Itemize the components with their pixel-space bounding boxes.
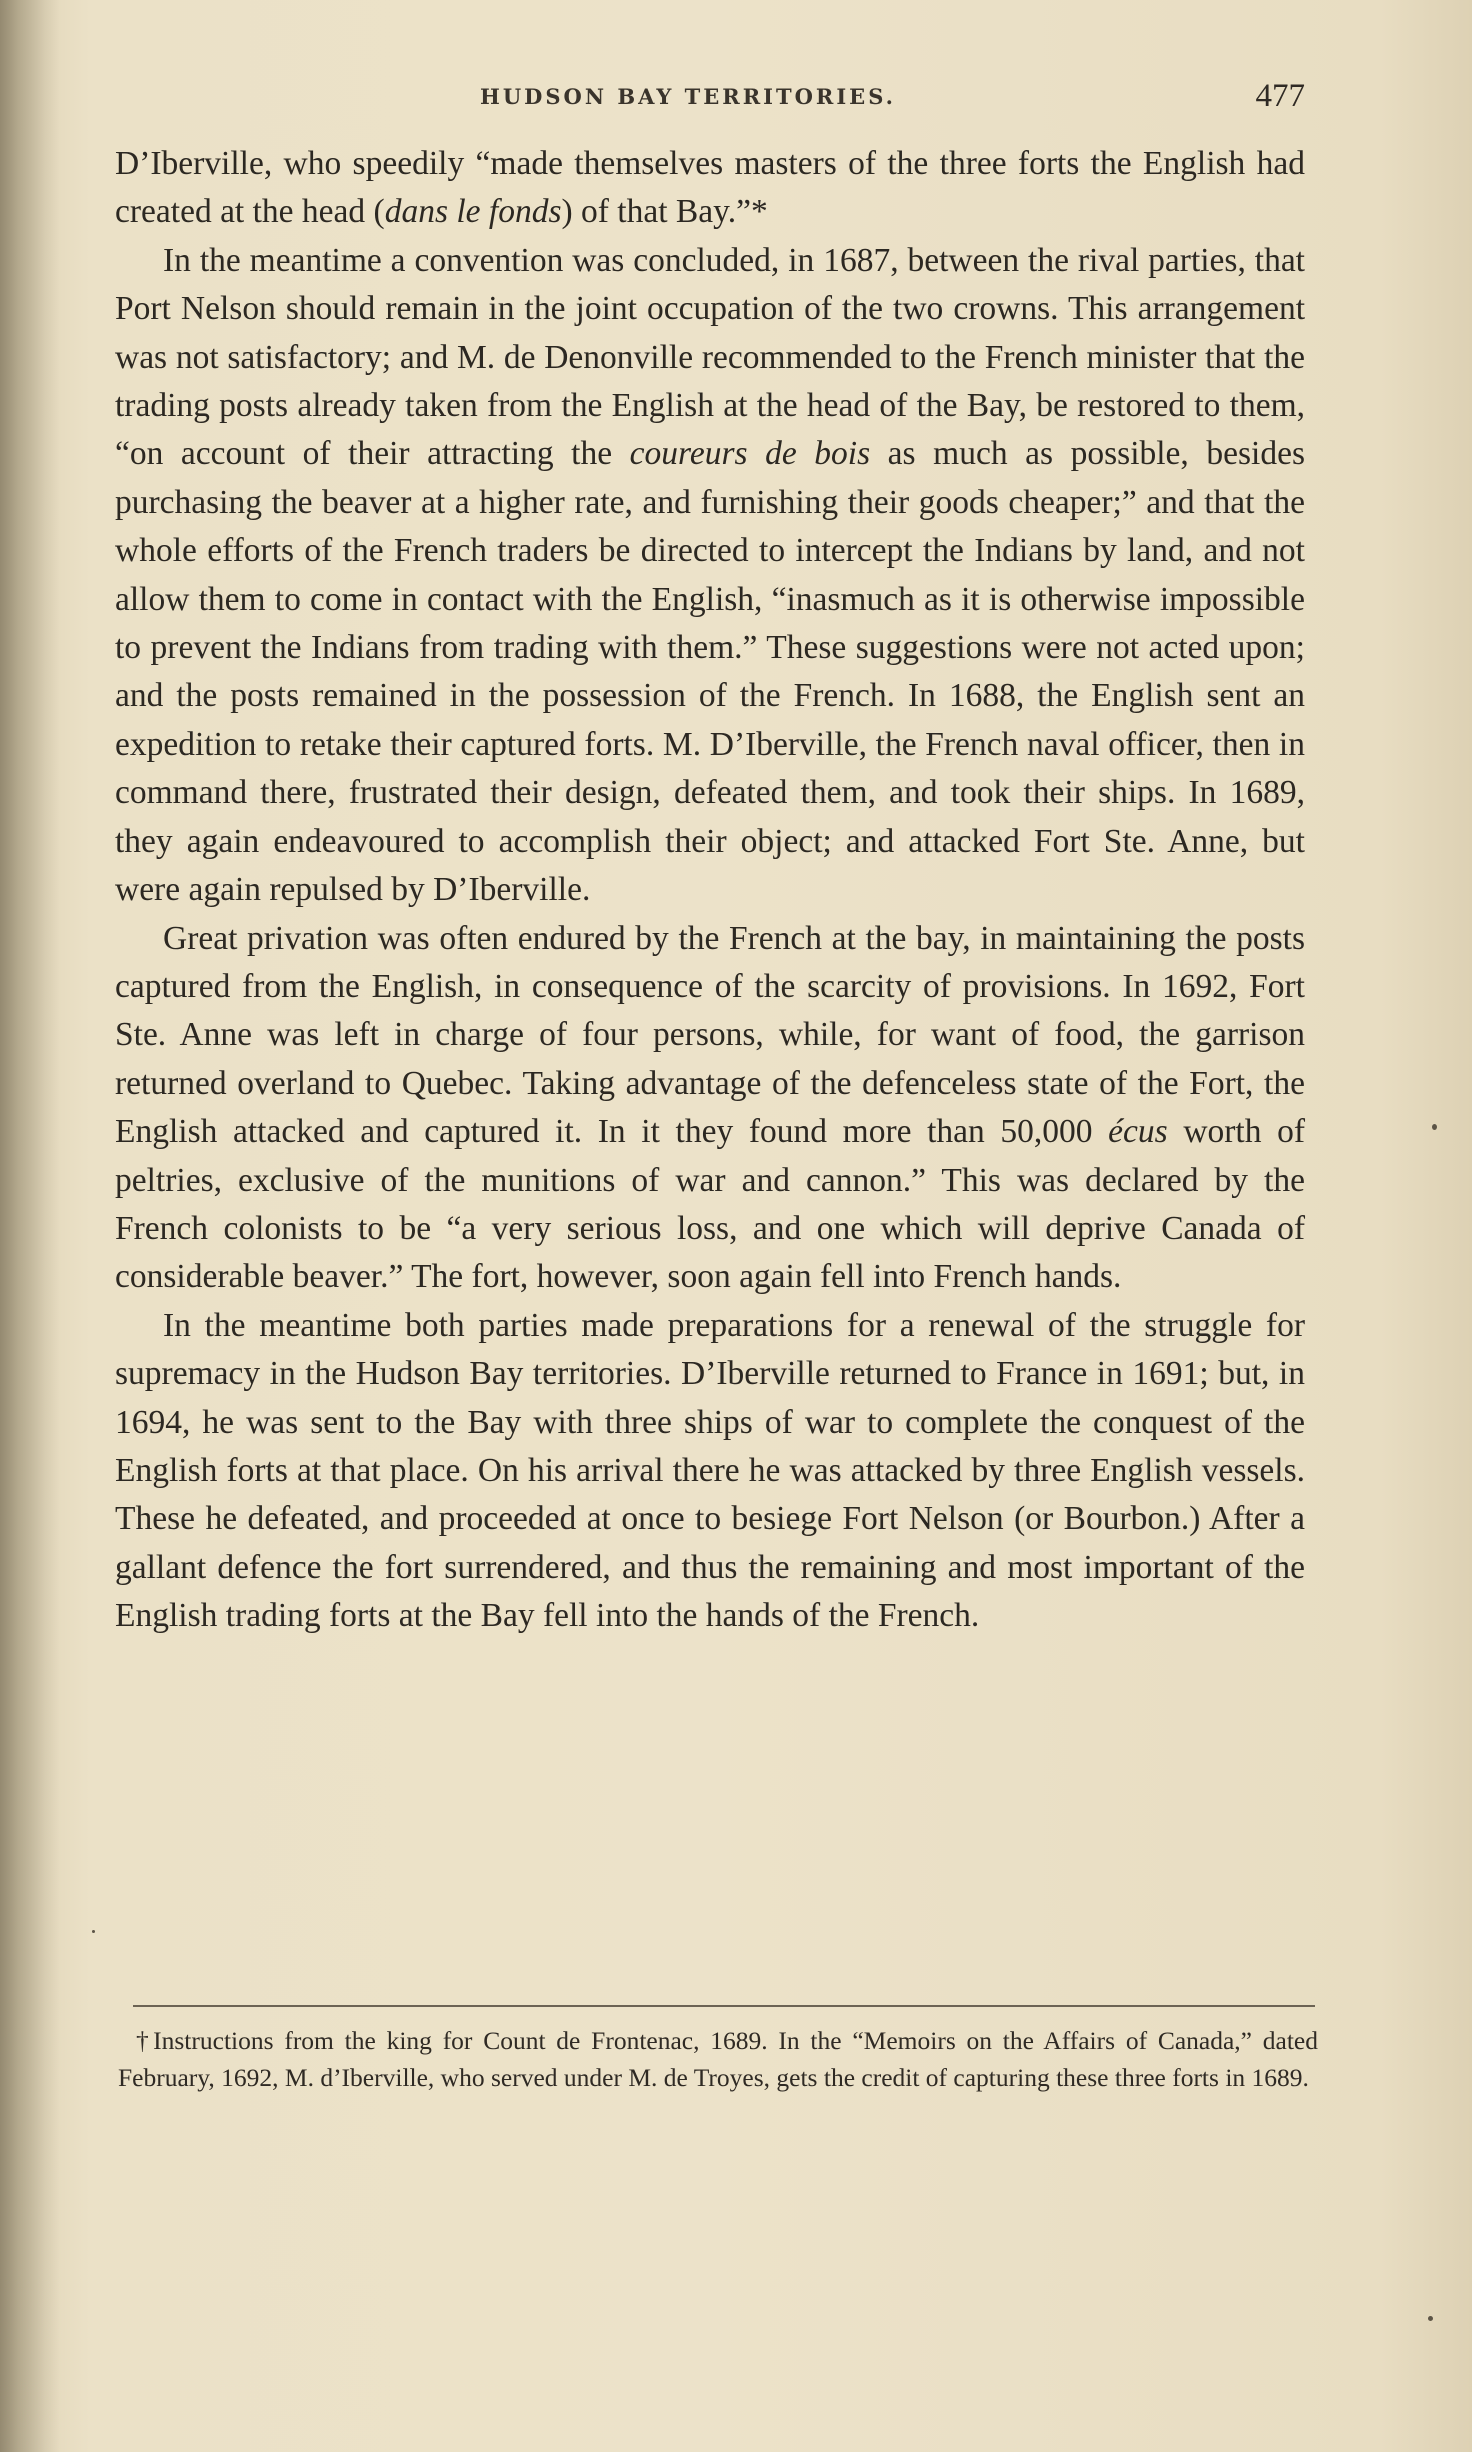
body-text	[115, 140, 1305, 1641]
paragraph-2-italic: coureurs de bois	[629, 435, 871, 473]
page-gutter-shadow	[0, 0, 60, 2452]
paragraph-3	[115, 915, 1305, 1302]
paper-speck	[1428, 2316, 1433, 2321]
footnote-rule	[133, 2005, 1315, 2007]
page-header	[115, 78, 1305, 128]
paragraph-1-text-a: D’Iberville, who speedily “made themselves masters of the three forts the English had created at the head (	[115, 145, 1305, 231]
paragraph-2-text-b: as much as possible, besides purchasing the beaver at a higher rate, and furnishing their goods cheaper;” and that the whole efforts of the French traders be directed to intercept the Indians by land, and not allow them to come in contact with the English, “inasmuch as it is otherwise impossible to prevent the Indians from trading with them.” These suggestions were not acted upon; and the posts remained in the possession of the French. In 1688, the English sent an expedition to retake their captured forts. M. D’Iberville, the French naval officer, then in command there, frustrated their design, defeated them, and took their ships. In 1689, they again endeavoured to accomplish their object; and attacked Fort Ste. Anne, but were again repulsed by D’Iberville.	[115, 435, 1305, 909]
paragraph-3-text-a: Great privation was often endured by the French at the bay, in maintaining the posts captured from the English, in consequence of the scarcity of provisions. In 1692, Fort Ste. Anne was left in charge of four persons, while, for want of food, the garrison returned overland to Quebec. Taking advantage of the defenceless state of the Fort, the English attacked and captured it. In it they found more than 50,000	[115, 919, 1305, 1151]
footnote-text: †Instructions from the king for Count de Frontenac, 1689. In the “Memoirs on the Affairs of Canada,” dated February, 1692, M. d’Iberville, who served under M. de Troyes, gets the credit of capturing these three forts in 1689.	[118, 2026, 1318, 2092]
footnote	[118, 2022, 1318, 2096]
paragraph-2	[115, 237, 1305, 915]
paragraph-3-italic: écus	[1108, 1113, 1168, 1151]
paragraph-1-text-b: ) of that Bay.”*	[561, 193, 768, 231]
paragraph-2-text-a: In the meantime a convention was concluded, in 1687, between the rival parties, that Port Nelson should remain in the joint occupation of the two crowns. This arrangement was not satisfactory; and M. de Denonville recommended to the French minister that the trading posts already taken from the English at the head of the Bay, be restored to them, “on account of their attracting the	[115, 241, 1305, 473]
paragraph-3-text-b: worth of peltries, exclusive of the munitions of war and cannon.” This was declared by the French colonists to be “a very serious loss, and one which will deprive Canada of considerable beaver.” The fort, however, soon again fell into French hands.	[115, 1113, 1306, 1296]
paragraph-1	[115, 140, 1305, 237]
paragraph-1-italic: dans le fonds	[384, 193, 562, 231]
running-head: HUDSON BAY TERRITORIES.	[480, 84, 896, 109]
paragraph-4: In the meantime both parties made preparations for a renewal of the struggle for supremacy in the Hudson Bay territories. D’Iberville returned to France in 1691; but, in 1694, he was sent to the Bay with three ships of war to complete the conquest of the English forts at that place. On his arrival there he was attacked by three English vessels. These he defeated, and proceeded at once to besiege Fort Nelson (or Bourbon.) After a gallant defence the fort surrendered, and thus the remaining and most important of the English trading forts at the Bay fell into the hands of the French.	[115, 1306, 1305, 1635]
paper-speck	[1432, 1124, 1437, 1130]
paper-speck	[92, 1930, 95, 1933]
page-number: 477	[1255, 78, 1305, 114]
